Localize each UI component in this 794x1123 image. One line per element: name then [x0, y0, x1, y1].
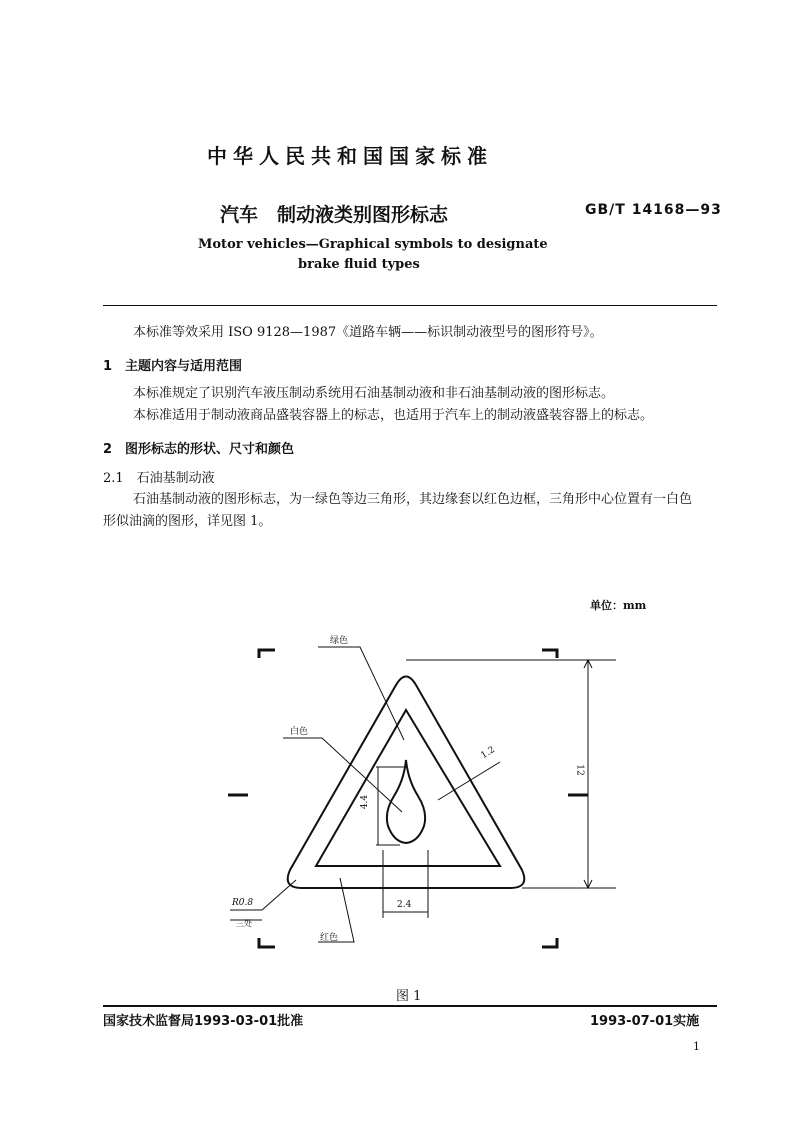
label-drop-height: 4.4: [360, 794, 371, 810]
label-height: 12: [574, 764, 585, 776]
section2-heading: 2 图形标志的形状、尺寸和颜色: [103, 442, 295, 457]
section1-heading: 1 主题内容与适用范围: [103, 359, 243, 374]
oil-drop-shape: [387, 760, 425, 843]
label-green: 绿色: [330, 636, 349, 646]
english-title-line1: Motor vehicles—Graphical symbols to designate: [198, 237, 548, 252]
crop-mark-bottom-left: [259, 938, 275, 947]
crop-mark-bottom-right: [542, 938, 557, 947]
standard-title: 汽车 制动液类别图形标志: [220, 204, 449, 226]
footer-rule: [103, 1005, 717, 1007]
section1-paragraph1: 本标准规定了识别汽车液压制动系统用石油基制动液和非石油基制动液的图形标志。: [133, 386, 615, 401]
approval-text: 国家技术监督局1993-03-01批准: [103, 1014, 304, 1029]
label-border-width: 1.2: [479, 744, 497, 762]
english-title-line2: brake fluid types: [298, 257, 420, 272]
section21-heading: 2.1 石油基制动液: [103, 471, 215, 486]
intro-paragraph: 本标准等效采用 ISO 9128—1987《道路车辆——标识制动液型号的图形符号》。: [133, 325, 603, 340]
section21-line1: 石油基制动液的图形标志，为一绿色等边三角形，其边缘套以红色边框，三角形中心位置有一白色: [133, 492, 693, 507]
section21-line2: 形似油滴的图形，详见图 1。: [103, 514, 272, 529]
label-drop-width: 2.4: [397, 900, 412, 910]
unit-note: 单位：mm: [590, 599, 647, 612]
figure-caption: 图 1: [396, 989, 422, 1004]
section1-paragraph2: 本标准适用于制动液商品盛装容器上的标志，也适用于汽车上的制动液盛装容器上的标志。: [133, 408, 654, 423]
page-number: 1: [693, 1040, 700, 1053]
crop-mark-top-right: [542, 650, 557, 658]
crop-mark-top-left: [259, 650, 275, 658]
standard-number: GB/T 14168—93: [585, 202, 722, 218]
border-dimension-line: [438, 762, 500, 800]
label-three-places: 三处: [236, 919, 252, 928]
national-standard-title: 中华人民共和国国家标准: [207, 144, 493, 168]
label-white: 白色: [290, 727, 309, 737]
label-red: 红色: [320, 933, 339, 943]
implementation-text: 1993-07-01实施: [590, 1014, 700, 1029]
label-radius: R0.8: [232, 898, 254, 908]
